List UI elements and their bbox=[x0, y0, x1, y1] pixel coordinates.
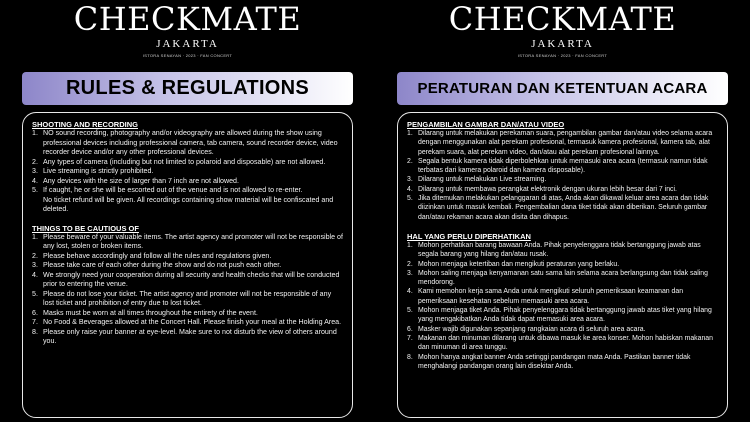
item-text: Any types of camera (including but not limited to polaroid and disposable) are not allowed. bbox=[43, 157, 326, 166]
brand-header bbox=[375, 2, 750, 58]
peraturan-banner-title: PERATURAN DAN KETENTUAN ACARA bbox=[417, 80, 708, 97]
item-number: 6. bbox=[32, 308, 38, 317]
pengambilan-list bbox=[407, 129, 718, 222]
perhatian-list bbox=[407, 241, 718, 371]
item-number: 4. bbox=[32, 176, 38, 185]
item-text: Please behave accordingly and follow all the rules and regulations given. bbox=[43, 251, 272, 260]
list-item bbox=[407, 334, 718, 353]
peraturan-box bbox=[397, 112, 728, 418]
item-text: Mohon perhatikan barang bawaan Anda. Pihak penyelenggara tidak bertanggung jawab atas segala barang yang hilang dan/atau rusak. bbox=[418, 241, 701, 259]
city-label: JAKARTA bbox=[531, 38, 594, 50]
list-item bbox=[32, 252, 343, 262]
list-item bbox=[32, 328, 343, 347]
item-text: Segala bentuk kamera tidak diperbolehkan untuk memasuki area acara (termasuk namun tidak terbatas dari kamera polaroid dan kamera disposable). bbox=[418, 157, 708, 175]
brand-subline: ISTORA SENAYAN · 2023 · FAN CONCERT bbox=[517, 53, 608, 58]
city-label: JAKARTA bbox=[156, 38, 219, 50]
list-item bbox=[32, 186, 343, 196]
caution-list bbox=[32, 233, 343, 347]
section-title-perhatian: HAL YANG PERLU DIPERHATIKAN bbox=[407, 231, 531, 241]
list-item bbox=[407, 241, 718, 260]
list-item bbox=[407, 353, 718, 372]
peraturan-banner bbox=[397, 72, 728, 105]
list-item bbox=[32, 233, 343, 252]
list-item bbox=[407, 260, 718, 269]
checkmate-logo: CHECKMATE bbox=[73, 0, 302, 38]
item-text: Masks must be worn at all times throughout the entirety of the event. bbox=[43, 308, 258, 317]
item-number: 2. bbox=[32, 251, 38, 260]
list-item bbox=[32, 158, 343, 168]
list-item bbox=[407, 185, 718, 194]
item-number: 3. bbox=[32, 167, 38, 175]
list-item bbox=[407, 194, 718, 222]
item-number: 5. bbox=[407, 195, 413, 203]
item-text: Please do not lose your ticket. The artist agency and promoter will not be responsible of any lost ticket and prohibition of entry due to lost ticket. bbox=[43, 289, 332, 307]
brand-subline: ISTORA SENAYAN · 2023 · FAN CONCERT bbox=[142, 53, 233, 58]
item-text: Please beware of your valuable items. The artist agency and promoter will not be responsible of any lost, stolen or broken items. bbox=[43, 232, 343, 250]
item-number: 1. bbox=[407, 241, 413, 249]
item-text: Mohon hanya angkat banner Anda setinggi pandangan mata Anda. Pastikan banner tidak menghalangi pandangan orang lain disekitar Anda. bbox=[418, 353, 691, 370]
list-item bbox=[407, 306, 718, 325]
item-number: 7. bbox=[32, 318, 38, 326]
item-number: 4. bbox=[407, 185, 413, 193]
list-item bbox=[407, 287, 718, 306]
item-text: Dilarang untuk membawa perangkat elektronik dengan ukuran lebih besar dari 7 inci. bbox=[418, 185, 677, 193]
section-title-shooting: SHOOTING AND RECORDING bbox=[32, 120, 138, 129]
list-item bbox=[32, 261, 343, 271]
item-number: 5. bbox=[407, 307, 413, 315]
item-number: 1. bbox=[32, 129, 38, 137]
item-text: Mohon menjaga tiket Anda. Pihak penyelenggara tidak bertanggung jawab atas tiket yang hilang yang mengakibatkan Anda tidak dapat memasuki area acara. bbox=[418, 307, 712, 324]
rules-banner-title: RULES & REGULATIONS bbox=[65, 77, 310, 99]
list-item bbox=[407, 269, 718, 288]
rules-banner bbox=[22, 72, 353, 105]
item-number: 5. bbox=[32, 289, 38, 298]
rules-box bbox=[22, 112, 353, 418]
list-item bbox=[32, 177, 343, 187]
list-item bbox=[407, 325, 718, 334]
item-text: Jika ditemukan melakukan pelanggaran di atas, Anda akan dikawal keluar area acara dan tidak diizinkan untuk masuk kembali. Pengembalian dana tiket tidak akan diberikan. Seluruh gambar dan/atau rekaman acara akan disita dan dihapus. bbox=[418, 195, 709, 221]
list-item bbox=[32, 167, 343, 177]
list-item bbox=[32, 129, 343, 158]
item-text: No Food & Beverages allowed at the Concert Hall. Please finish your meal at the Holding Area. bbox=[43, 318, 342, 326]
item-number: 2. bbox=[407, 157, 413, 165]
item-text: Masker wajib digunakan sepanjang rangkaian acara di seluruh area acara. bbox=[418, 325, 646, 333]
rules-panel-indonesian bbox=[375, 0, 750, 422]
item-number: 7. bbox=[407, 334, 413, 342]
item-number: 2. bbox=[32, 157, 38, 166]
checkmate-logo: CHECKMATE bbox=[448, 0, 677, 38]
list-item bbox=[407, 157, 718, 176]
item-number: 5. bbox=[32, 186, 38, 194]
shooting-list bbox=[32, 129, 343, 215]
list-item bbox=[407, 129, 718, 157]
item-text: Dilarang untuk melakukan perekaman suara, pengambilan gambar dan/atau video selama acara dengan menggunakan alat perekam profesional, termasuk kamera profesional, kamera tab, alat perekam suara, alat perekam video, dan/atau alat perekam profesional lainnya. bbox=[418, 130, 713, 156]
item-text: If caught, he or she will be escorted out of the venue and is not allowed to re-enter. bbox=[43, 186, 303, 194]
list-item bbox=[32, 290, 343, 309]
item-text: Mohon menjaga ketertiban dan mengikuti peraturan yang berlaku. bbox=[418, 260, 620, 268]
list-item bbox=[407, 175, 718, 184]
item-number: 6. bbox=[407, 325, 413, 333]
section-title-caution: THINGS TO BE CAUTIOUS OF bbox=[32, 223, 139, 233]
list-item bbox=[32, 309, 343, 319]
item-text: NO sound recording, photography and/or videography are allowed during the show using professional devices including professional camera, tab camera, sound recorder device, video recorder device and/or any other professional devices. bbox=[43, 129, 338, 156]
item-number: 3. bbox=[407, 269, 413, 277]
item-number: 3. bbox=[32, 261, 38, 269]
item-number: 4. bbox=[32, 270, 38, 279]
item-text: Dilarang untuk melakukan Live streaming. bbox=[418, 176, 547, 184]
item-text: Mohon saling menjaga kenyamanan satu sama lain selama acara berlangsung dan tidak saling mendorong. bbox=[418, 269, 708, 287]
item-number: 1. bbox=[32, 232, 38, 241]
item-text: Any devices with the size of larger than 7 inch are not allowed. bbox=[43, 176, 239, 185]
note-text: No ticket refund will be given. All recordings containing show material will be confiscated and deleted. bbox=[43, 195, 334, 213]
item-number: 3. bbox=[407, 176, 413, 184]
item-number: 8. bbox=[32, 327, 38, 336]
item-text: Kami memohon kerja sama Anda untuk mengikuti seluruh pemeriksaan keamanan dan pemeriksaan kesehatan sebelum memasuki area acara. bbox=[418, 288, 684, 305]
item-text: We strongly need your cooperation during all security and health checks that will be conducted prior to entering the venue. bbox=[43, 270, 340, 288]
item-text: Please only raise your banner at eye-level. Make sure to not disturb the view of others around you. bbox=[43, 327, 337, 345]
list-item bbox=[32, 271, 343, 290]
item-number: 4. bbox=[407, 288, 413, 296]
item-number: 8. bbox=[407, 353, 413, 361]
section-title-pengambilan: PENGAMBILAN GAMBAR DAN/ATAU VIDEO bbox=[407, 120, 565, 129]
item-number: 2. bbox=[407, 260, 413, 268]
item-text: Makanan dan minuman dilarang untuk dibawa masuk ke area konser. Mohon habiskan makanan dan minuman di area tunggu. bbox=[418, 334, 713, 352]
list-item bbox=[32, 318, 343, 328]
brand-header bbox=[0, 2, 375, 58]
item-text: Please take care of each other during the show and do not push each other. bbox=[43, 261, 282, 269]
item-number: 1. bbox=[407, 130, 413, 137]
list-note bbox=[32, 196, 343, 215]
item-text: Live streaming is strictly prohibited. bbox=[43, 167, 154, 175]
